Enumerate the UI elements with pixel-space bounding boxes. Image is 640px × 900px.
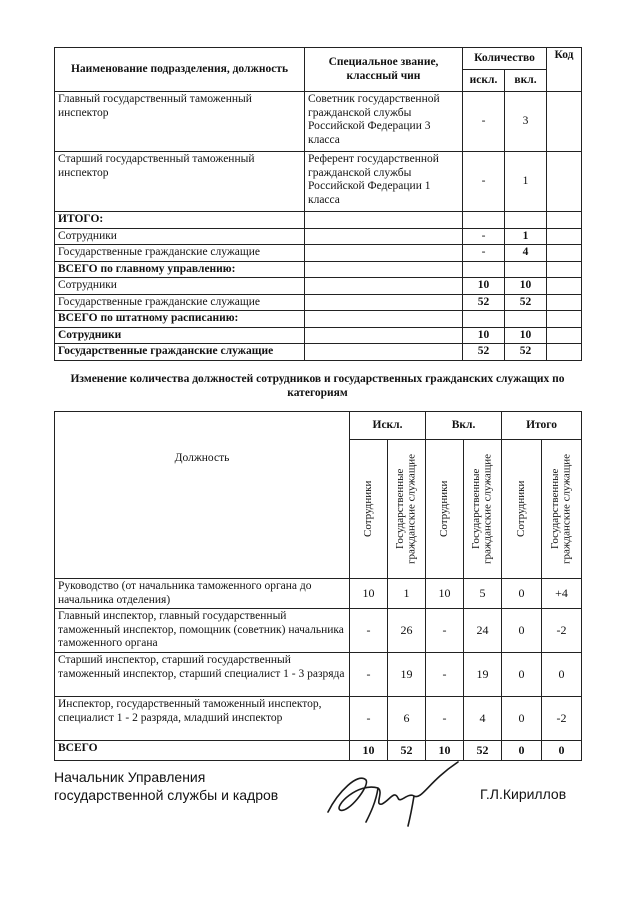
staff-changes-table: [54, 47, 582, 361]
header-incl-civil: Государственные гражданские служащие: [464, 440, 502, 579]
cell: 19: [388, 653, 426, 697]
row-rank: Советник государственной гражданской службы Российской Федерации 3 класса: [305, 92, 463, 152]
vsego-main-label: ВСЕГО по главному управлению:: [55, 261, 305, 278]
header-total: Итого: [502, 412, 582, 440]
row-incl: 10: [505, 327, 547, 344]
row-excl: 10: [463, 278, 505, 295]
header-excl: Искл.: [350, 412, 426, 440]
header-total-civil: Государственные гражданские служащие: [542, 440, 582, 579]
table-row: [55, 92, 582, 152]
row-rank: Референт государственной гражданской службы Российской Федерации 1 класса: [305, 152, 463, 212]
cell: -: [350, 653, 388, 697]
cell: 26: [388, 609, 426, 653]
cell: 4: [464, 697, 502, 741]
header-name: Наименование подразделения, должность: [55, 48, 305, 92]
table-row: [55, 327, 582, 344]
table-row: [55, 344, 582, 361]
header-total-employees: Сотрудники: [502, 440, 542, 579]
cell: -2: [542, 697, 582, 741]
header-excl-employees: Сотрудники: [350, 440, 388, 579]
row-position: Главный инспектор, главный государственный таможенный инспектор, помощник (советник) начальника таможенного органа: [55, 609, 350, 653]
row-code: [547, 152, 582, 212]
cell: 0: [502, 609, 542, 653]
row-excl: -: [463, 152, 505, 212]
row-incl: 4: [505, 245, 547, 262]
cell: 10: [350, 741, 388, 761]
row-incl: 52: [505, 344, 547, 361]
row-name: Государственные гражданские служащие: [55, 344, 305, 361]
cell: 19: [464, 653, 502, 697]
itogo-header-row: [55, 212, 582, 229]
table-row: [55, 152, 582, 212]
header-position: Должность: [55, 412, 350, 579]
cell: 10: [426, 579, 464, 609]
row-name: Главный государственный таможенный инспектор: [55, 92, 305, 152]
header-incl: вкл.: [505, 70, 547, 92]
cell: 24: [464, 609, 502, 653]
header-excl-civil: Государственные гражданские служащие: [388, 440, 426, 579]
cell: 0: [502, 579, 542, 609]
table-row: [55, 245, 582, 262]
cell: 10: [426, 741, 464, 761]
table-row: [55, 278, 582, 295]
row-incl: 1: [505, 228, 547, 245]
row-excl: 10: [463, 327, 505, 344]
row-name: Государственные гражданские служащие: [55, 294, 305, 311]
cell: 52: [464, 741, 502, 761]
row-position: ВСЕГО: [55, 741, 350, 761]
cell: 0: [502, 741, 542, 761]
cell: 5: [464, 579, 502, 609]
cell: 0: [542, 653, 582, 697]
row-position: Руководство (от начальника таможенного органа до начальника отделения): [55, 579, 350, 609]
signatory-name: Г.Л.Кириллов: [480, 786, 567, 802]
row-excl: 52: [463, 344, 505, 361]
row-name: Сотрудники: [55, 228, 305, 245]
table-row: [55, 579, 582, 609]
row-incl: 52: [505, 294, 547, 311]
table-row: [55, 228, 582, 245]
header-code: Код: [547, 48, 582, 92]
row-incl: 1: [505, 152, 547, 212]
row-position: Инспектор, государственный таможенный инспектор, специалист 1 - 2 разряда, младший инспектор: [55, 697, 350, 741]
table-row: [55, 697, 582, 741]
row-code: [547, 92, 582, 152]
header-rank: Специальное звание, классный чин: [305, 48, 463, 92]
header-quantity: Количество: [463, 48, 547, 70]
cell: -: [350, 697, 388, 741]
cell: 0: [542, 741, 582, 761]
row-name: Государственные гражданские служащие: [55, 245, 305, 262]
cell: -: [350, 609, 388, 653]
signatory-title-line1: Начальник Управления: [54, 769, 206, 785]
row-excl: -: [463, 245, 505, 262]
signatory-title-line2: государственной службы и кадров: [54, 787, 279, 803]
row-incl: 10: [505, 278, 547, 295]
row-excl: 52: [463, 294, 505, 311]
table-row: [55, 609, 582, 653]
row-excl: -: [463, 92, 505, 152]
vsego-staff-label: ВСЕГО по штатному расписанию:: [55, 311, 305, 328]
header-incl-employees: Сотрудники: [426, 440, 464, 579]
cell: 1: [388, 579, 426, 609]
row-name: Сотрудники: [55, 278, 305, 295]
cell: 6: [388, 697, 426, 741]
table-row: [55, 653, 582, 697]
table-row: [55, 294, 582, 311]
cell: +4: [542, 579, 582, 609]
cell: -: [426, 653, 464, 697]
cell: 10: [350, 579, 388, 609]
row-name: Старший государственный таможенный инспектор: [55, 152, 305, 212]
category-changes-table: [54, 411, 582, 761]
row-name: Сотрудники: [55, 327, 305, 344]
vsego-staff-header-row: [55, 311, 582, 328]
itogo-label: ИТОГО:: [55, 212, 305, 229]
cell: -: [426, 609, 464, 653]
cell: -: [426, 697, 464, 741]
cell: 0: [502, 653, 542, 697]
handwritten-signature: [318, 752, 468, 832]
cell: 0: [502, 697, 542, 741]
signatory-title: [54, 768, 278, 804]
row-incl: 3: [505, 92, 547, 152]
cell: -2: [542, 609, 582, 653]
vsego-main-header-row: [55, 261, 582, 278]
row-excl: -: [463, 228, 505, 245]
row-position: Старший инспектор, старший государственный таможенный инспектор, старший специалист 1 - 3 разряда: [55, 653, 350, 697]
header-incl: Вкл.: [426, 412, 502, 440]
section-title: Изменение количества должностей сотрудников и государственных гражданских служащих по категориям: [70, 373, 565, 399]
header-excl: искл.: [463, 70, 505, 92]
cell: 52: [388, 741, 426, 761]
